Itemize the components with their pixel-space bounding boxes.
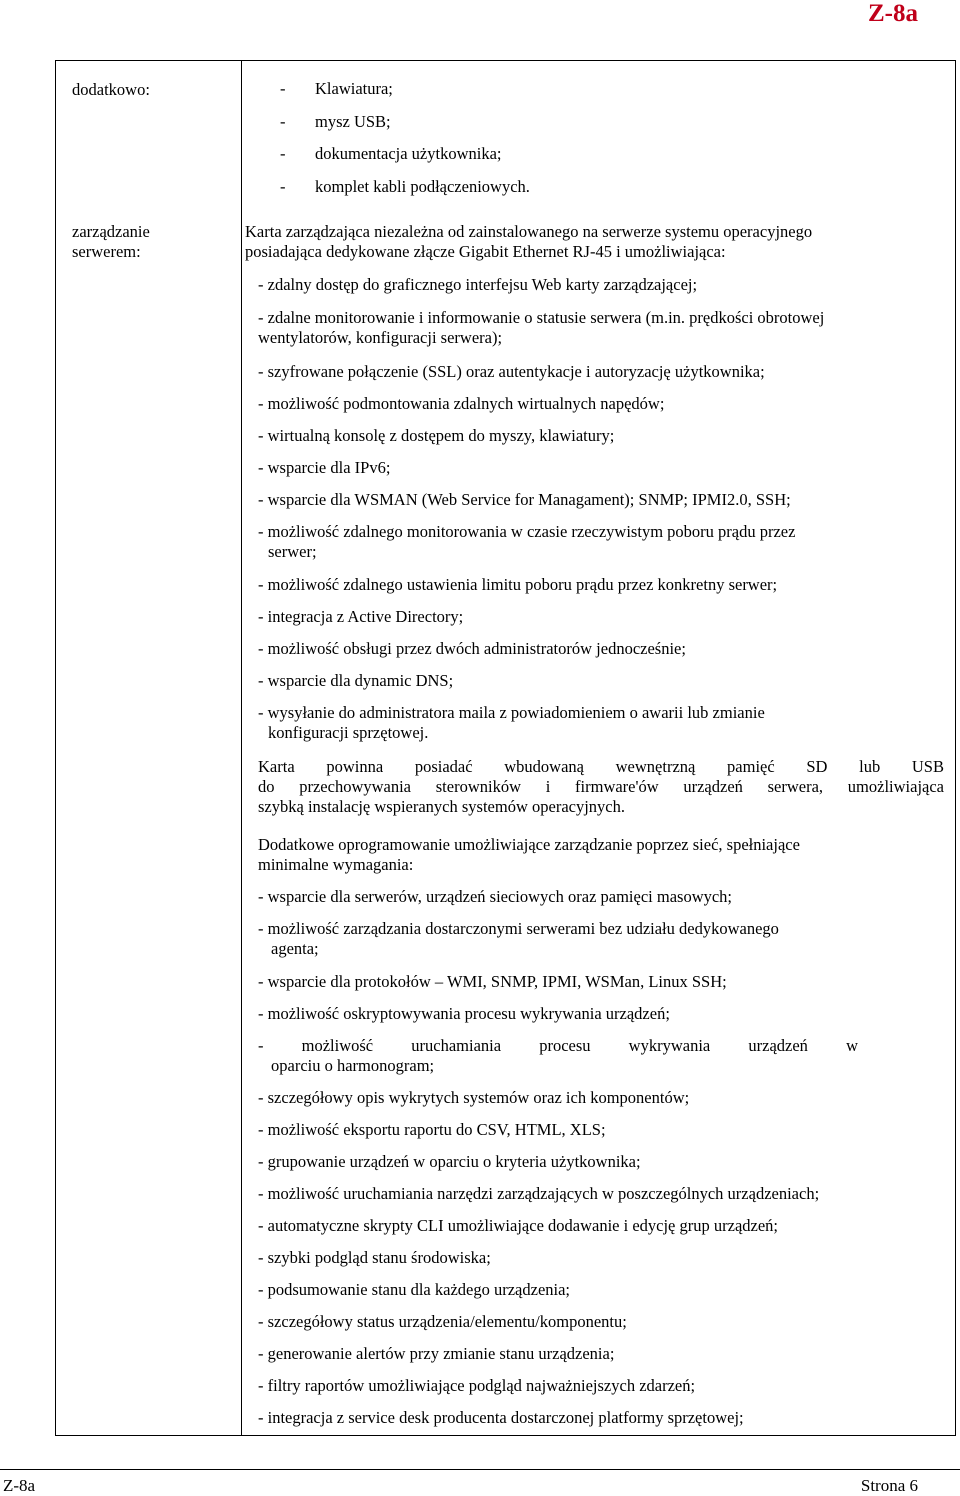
feature-item: - możliwość zdalnego ustawienia limitu poboru prądu przez konkretny serwer;: [258, 575, 778, 594]
accessories-list: [280, 77, 530, 207]
software-item: - możliwość eksportu raportu do CSV, HTML, XLS;: [258, 1120, 606, 1139]
feature-item: - wirtualną konsolę z dostępem do myszy, klawiatury;: [258, 426, 615, 445]
feature-item: - integracja z Active Directory;: [258, 607, 464, 626]
software-item: - możliwość uruchamiania procesu wykrywania urządzeń w oparciu o harmonogram;: [258, 1036, 858, 1075]
footer-page-number: Strona 6: [860, 1476, 918, 1495]
footer-divider: [0, 1469, 960, 1470]
software-intro: Dodatkowe oprogramowanie umożliwiające zarządzanie poprzez sieć, spełniające minimalne wymagania:: [258, 835, 800, 874]
software-item: - możliwość zarządzania dostarczonymi serwerami bez udziału dedykowanego agenta;: [258, 919, 779, 958]
feature-item: - wsparcie dla WSMAN (Web Service for Managament); SNMP; IPMI2.0, SSH;: [258, 490, 791, 509]
software-item: - szczegółowy opis wykrytych systemów oraz ich komponentów;: [258, 1088, 690, 1107]
feature-item: - możliwość zdalnego monitorowania w czasie rzeczywistym poboru prądu przez serwer;: [258, 522, 796, 561]
document-code-header: Z-8a: [868, 0, 918, 27]
software-item: - szczegółowy status urządzenia/elementu/komponentu;: [258, 1312, 627, 1331]
column-divider: [241, 60, 242, 1436]
list-item: - komplet kabli podłączeniowych.: [280, 176, 530, 196]
feature-item: - szyfrowane połączenie (SSL) oraz autentykacje i autoryzację użytkownika;: [258, 362, 765, 381]
feature-item: - możliwość podmontowania zdalnych wirtualnych napędów;: [258, 394, 665, 413]
software-item: - szybki podgląd stanu środowiska;: [258, 1248, 491, 1267]
row-label-dodatkowo: dodatkowo:: [72, 80, 150, 99]
software-item: - generowanie alertów przy zmianie stanu urządzenia;: [258, 1344, 615, 1363]
software-item: - możliwość uruchamiania narzędzi zarządzających w poszczególnych urządzeniach;: [258, 1184, 820, 1203]
feature-item: - wsparcie dla IPv6;: [258, 458, 391, 477]
management-card-intro: Karta zarządzająca niezależna od zainstalowanego na serwerze systemu operacyjnego posiadająca dedykowane złącze Gigabit Ethernet RJ-45 i umożliwiająca:: [245, 222, 813, 261]
list-item: - dokumentacja użytkownika;: [280, 144, 502, 163]
footer-document-code: Z-8a: [3, 1476, 36, 1495]
software-item: - automatyczne skrypty CLI umożliwiające dodawanie i edycję grup urządzeń;: [258, 1216, 778, 1235]
feature-item: - wsparcie dla dynamic DNS;: [258, 671, 454, 690]
sd-card-paragraph: Karta powinna posiadać wbudowaną wewnętrzną pamięć SD lub USB do przechowywania sterowników i firmware'ów urządzeń serwera, umożliwiająca szybką instalację wspieranych systemów operacyjnych.: [258, 757, 944, 816]
software-item: - wsparcie dla protokołów – WMI, SNMP, IPMI, WSMan, Linux SSH;: [258, 972, 727, 991]
software-item: - możliwość oskryptowywania procesu wykrywania urządzeń;: [258, 1004, 670, 1023]
row-label-zarzadzanie: zarządzanie serwerem:: [72, 222, 150, 261]
feature-item: - możliwość obsługi przez dwóch administratorów jednocześnie;: [258, 639, 686, 658]
list-item: - mysz USB;: [280, 111, 391, 131]
software-item: - filtry raportów umożliwiające podgląd najważniejszych zdarzeń;: [258, 1376, 696, 1395]
feature-item: - wysyłanie do administratora maila z powiadomieniem o awarii lub zmianie konfiguracji sprzętowej.: [258, 703, 765, 742]
software-item: - wsparcie dla serwerów, urządzeń sieciowych oraz pamięci masowych;: [258, 887, 733, 906]
software-item: - podsumowanie stanu dla każdego urządzenia;: [258, 1280, 571, 1299]
software-item: - integracja z service desk producenta dostarczonej platformy sprzętowej;: [258, 1408, 744, 1427]
feature-item: - zdalny dostęp do graficznego interfejsu Web karty zarządzającej;: [258, 275, 698, 294]
list-item: - Klawiatura;: [280, 79, 393, 98]
feature-item: - zdalne monitorowanie i informowanie o statusie serwera (m.in. prędkości obrotowej wentylatorów, konfiguracji serwera);: [258, 308, 825, 347]
software-item: - grupowanie urządzeń w oparciu o kryteria użytkownika;: [258, 1152, 641, 1171]
